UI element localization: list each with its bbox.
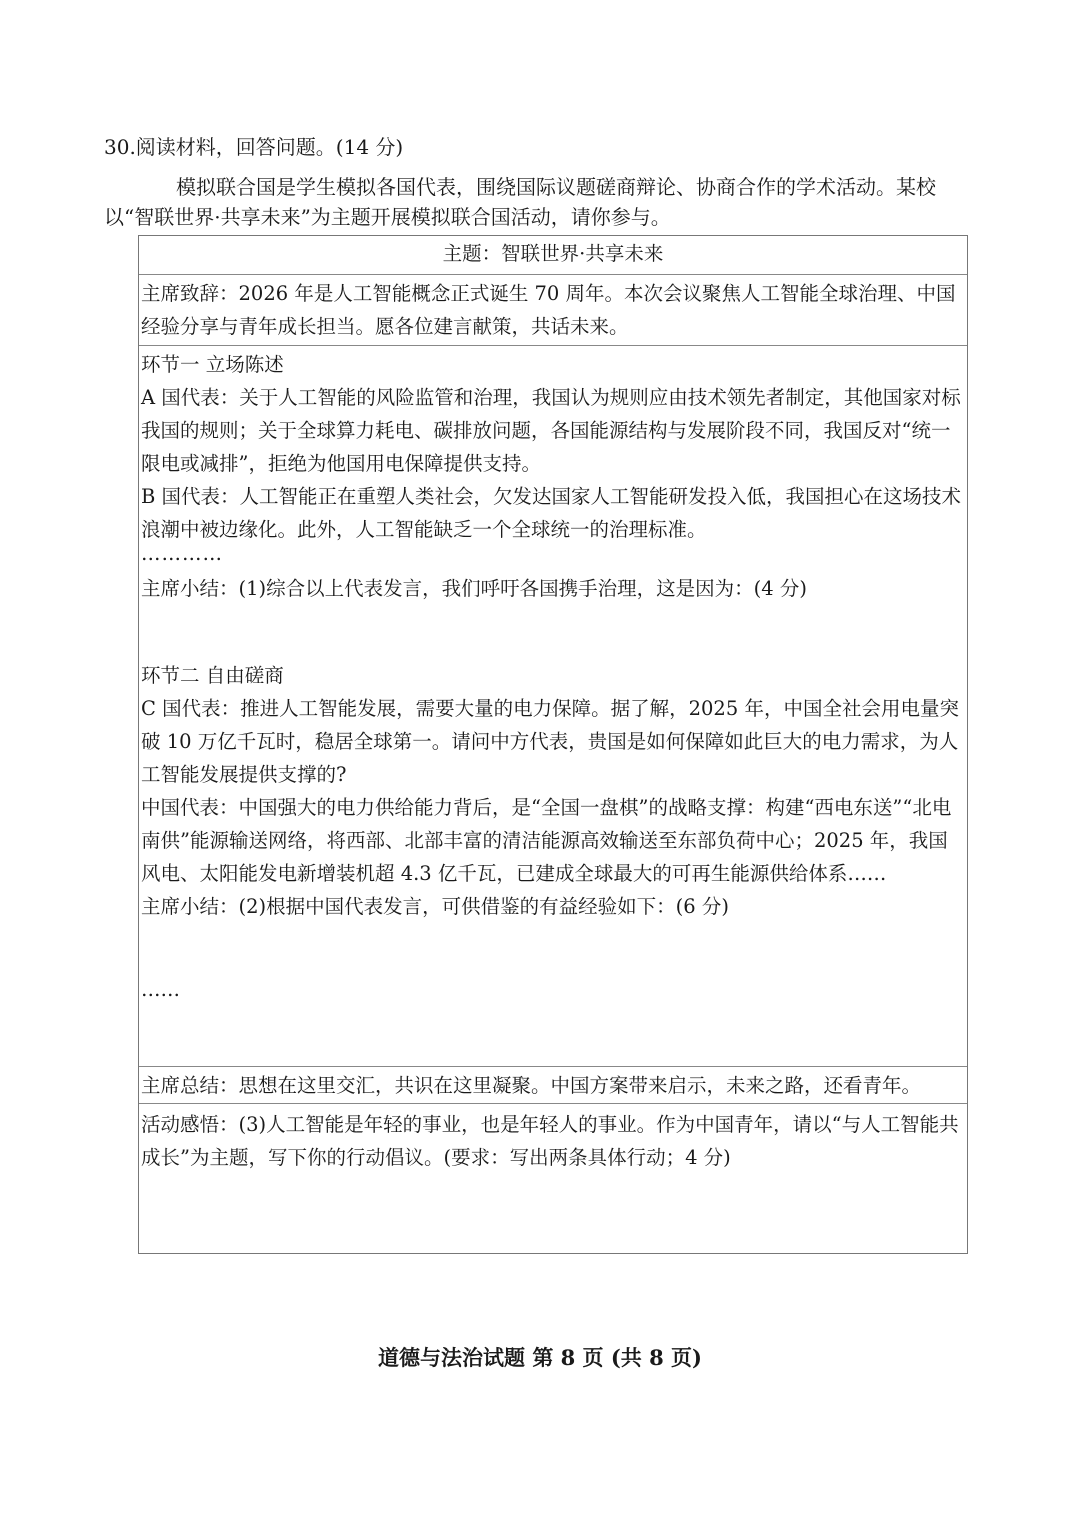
section-1-title: 环节一 立场陈述: [141, 353, 284, 376]
country-b-statement: B 国代表：人工智能正在重塑人类社会，欠发达国家人工智能研发投入低，我国担心在这场技术浪潮中被边缘化。此外，人工智能缺乏一个全球统一的治理标准。: [141, 485, 962, 541]
section-1-row: [139, 345, 967, 1066]
country-a-statement: A 国代表：关于人工智能的风险监管和治理，我国认为规则应由技术领先者制定，其他国家对标我国的规则；关于全球算力耗电、碳排放问题，各国能源结构与发展阶段不同，我国反对“统一限电或减排”，拒绝为他国用电保障提供支持。: [141, 386, 961, 475]
china-statement: 中国代表：中国强大的电力供给能力背后，是“全国一盘棋”的战略支撑：构建“西电东送”“北电南供”能源输送网络，将西部、北部丰富的清洁能源高效输送至东部负荷中心；2025 年，我国风电、太阳能发电新增装机超 4.3 亿千瓦，已建成全球最大的可再生能源供给体系……: [141, 796, 952, 885]
closing-remarks-row: [139, 1066, 967, 1103]
country-c-statement: C 国代表：推进人工智能发展，需要大量的电力保障。据了解，2025 年，中国全社会用电量突破 10 万亿千瓦时，稳居全球第一。请问中方代表，贵国是如何保障如此巨大的电力需求，为人工智能发展提供支撑的?: [141, 697, 959, 786]
closing-remarks: 主席总结：思想在这里交汇，共识在这里凝聚。中国方案带来启示，未来之路，还看青年。: [141, 1074, 922, 1097]
answer-space-3: [141, 1006, 965, 1064]
opening-remarks: 主席致辞：2026 年是人工智能概念正式诞生 70 周年。本次会议聚焦人工智能全球治理、中国经验分享与青年成长担当。愿各位建言献策，共话未来。: [141, 282, 956, 338]
reflection-row: [139, 1103, 967, 1253]
answer-space-2: [141, 923, 965, 973]
page-footer: 道德与法治试题 第 8 页 (共 8 页): [378, 1345, 702, 1370]
reflection-prompt: 活动感悟：(3)人工智能是年轻的事业，也是年轻人的事业。作为中国青年，请以“与人工智能共成长”为主题，写下你的行动倡议。(要求：写出两条具体行动；4 分): [141, 1113, 959, 1169]
ellipsis-1: …………: [141, 542, 223, 565]
ellipsis-2: ……: [141, 978, 180, 1001]
table-theme: 主题：智联世界·共享未来: [442, 242, 664, 265]
question-intro: 模拟联合国是学生模拟各国代表，围绕国际议题磋商辩论、协商合作的学术活动。某校以“智联世界·共享未来”为主题开展模拟联合国活动，请你参与。: [104, 175, 936, 229]
section-2-title: 环节二 自由磋商: [141, 664, 284, 687]
answer-space-1: [141, 605, 965, 659]
chair-summary-1: 主席小结：(1)综合以上代表发言，我们呼吁各国携手治理，这是因为：(4 分): [141, 577, 807, 600]
question-header: 30.阅读材料，回答问题。(14 分): [104, 135, 404, 159]
chair-summary-2: 主席小结：(2)根据中国代表发言，可供借鉴的有益经验如下：(6 分): [141, 895, 729, 918]
activity-table: [138, 235, 968, 1254]
opening-remarks-row: [139, 274, 967, 345]
